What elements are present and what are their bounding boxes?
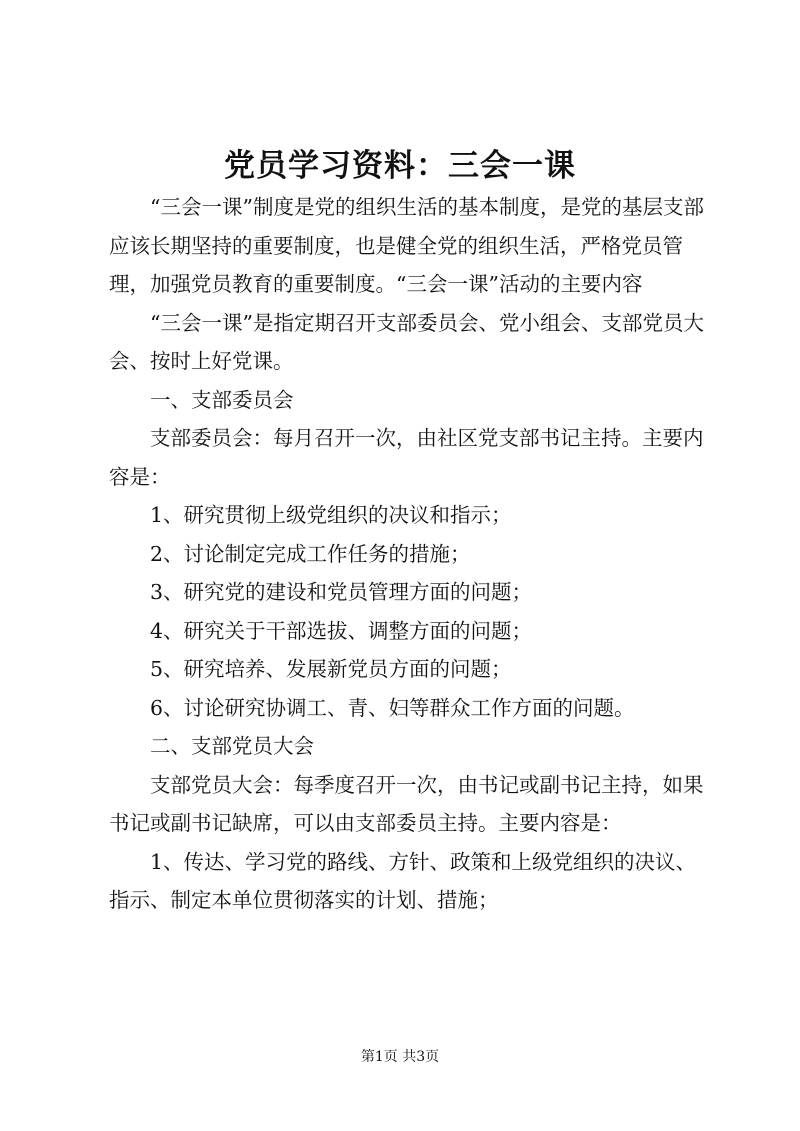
document-body <box>109 188 709 920</box>
list-item: 1、研究贯彻上级党组织的决议和指示； <box>150 503 512 527</box>
paragraph-intro: “三会一课”制度是党的组织生活的基本制度，是党的基层支部应该长期坚持的重要制度，也是健全党的组织生活，严格党员管理，加强党员教育的重要制度。“三会一课”活动的主要内容 <box>109 195 704 296</box>
list-item: 1、传达、学习党的路线、方针、政策和上级党组织的决议、指示、制定本单位贯彻落实的计划、措施； <box>109 849 697 912</box>
page-title: 党员学习资料：三会一课 <box>224 148 576 184</box>
section-heading-general-meeting: 二、支部党员大会 <box>150 734 314 758</box>
list-item: 5、研究培养、发展新党员方面的问题； <box>150 657 512 681</box>
paragraph-committee: 支部委员会：每月召开一次，由社区党支部书记主持。主要内容是： <box>109 426 704 489</box>
list-item: 3、研究党的建设和党员管理方面的问题； <box>150 580 533 604</box>
list-item: 6、讨论研究协调工、青、妇等群众工作方面的问题。 <box>150 695 635 720</box>
list-item: 4、研究关于干部选拔、调整方面的问题； <box>150 618 533 643</box>
section-heading-committee: 一、支部委员会 <box>150 387 294 412</box>
page-footer: 第1页 共3页 <box>360 1049 440 1065</box>
list-item: 2、讨论制定完成工作任务的措施； <box>150 541 471 566</box>
paragraph-general-meeting: 支部党员大会：每季度召开一次，由书记或副书记主持，如果书记或副书记缺席，可以由支部委员主持。主要内容是： <box>109 772 704 835</box>
paragraph-definition: “三会一课”是指定期召开支部委员会、党小组会、支部党员大会、按时上好党课。 <box>109 310 704 373</box>
